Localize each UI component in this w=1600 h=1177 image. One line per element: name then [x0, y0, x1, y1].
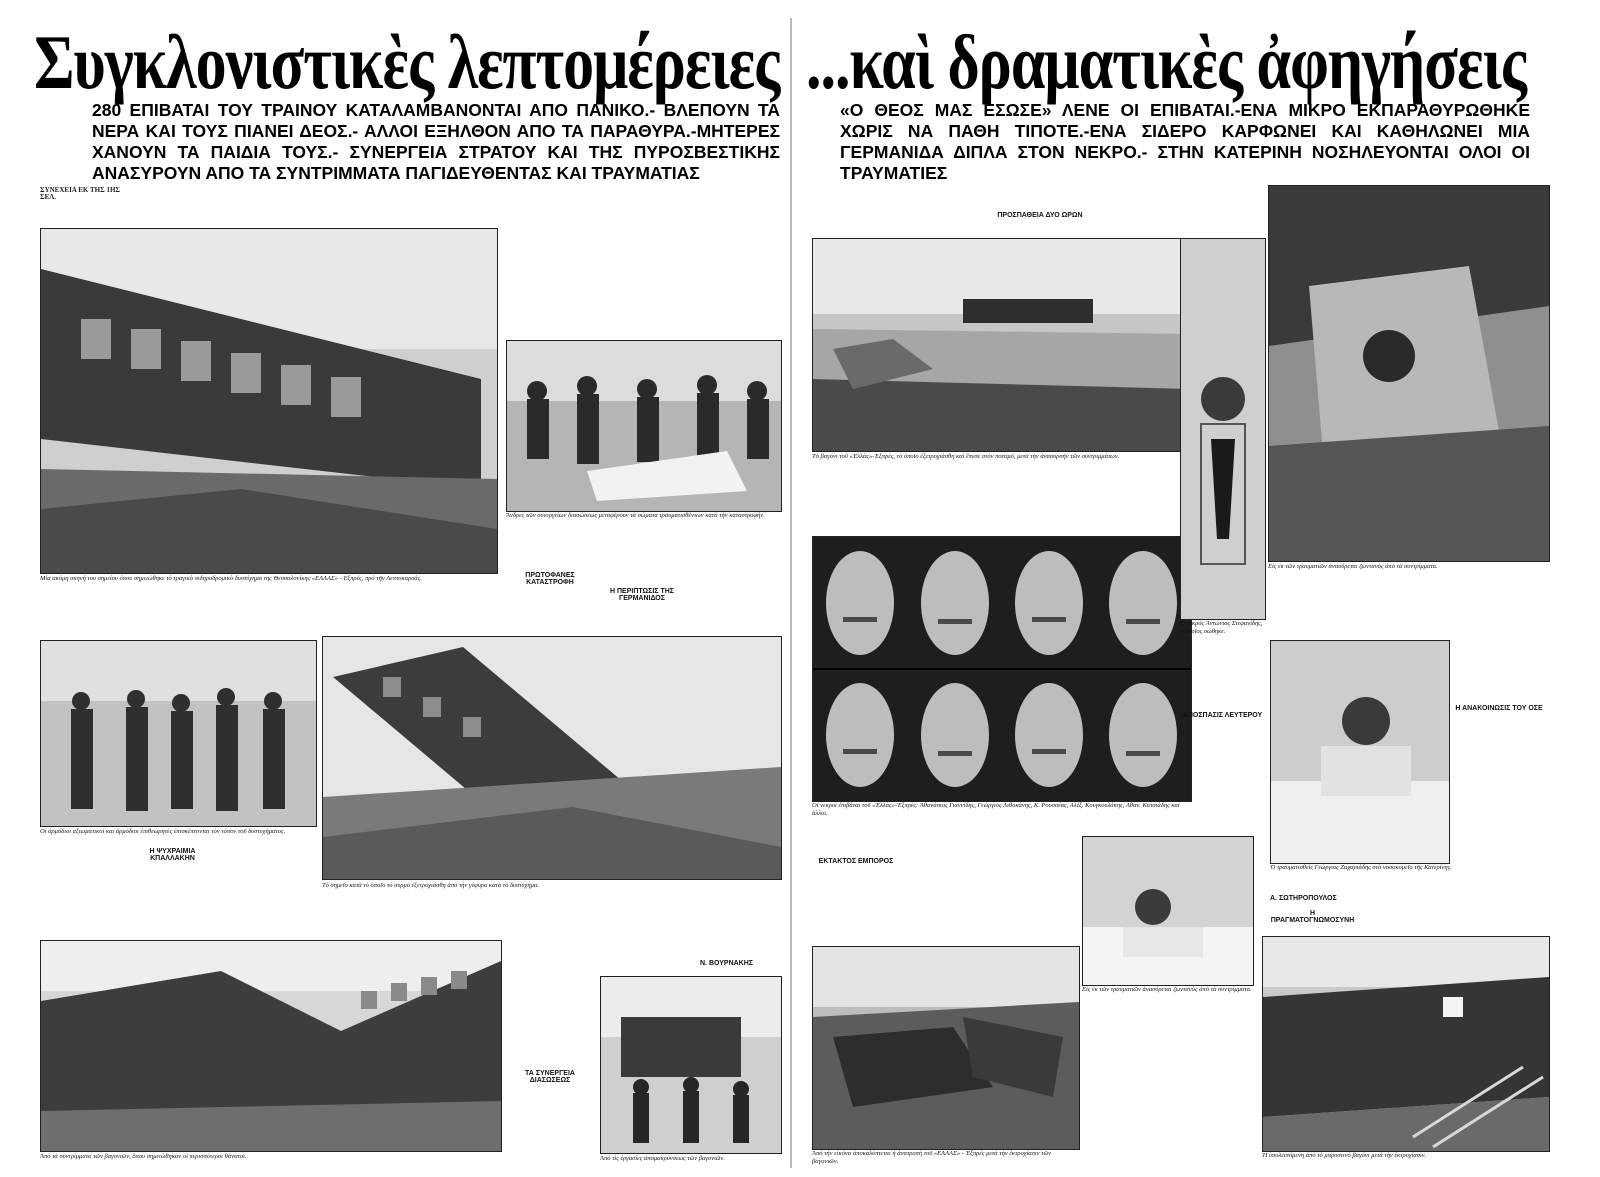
- victims-portraits-grid: [812, 536, 1192, 802]
- right-caption-6: Εἰς ἐκ τῶν τραυματιῶν ἀνασύρεται ζωντανὸς ἀπὸ τὰ συντρίμματα.: [1082, 986, 1252, 993]
- recovery-crew-photo: [600, 976, 782, 1154]
- left-caption-5: Ἀπὸ τὰ συντρίμματα τῶν βαγονιῶν, ὅπου σημειώθηκαν οἱ περισσότεροι θάνατοι.: [40, 1153, 247, 1160]
- right-article-col-22: [1450, 884, 1548, 934]
- left-headline: Συγκλονιστικὲς λεπτομέρειες: [34, 20, 780, 106]
- right-caption-1: Τὸ βαγόνι τοῦ «Ἑλλὰς»-Ἐξπρές, τὸ ὁποῖο ἐξετροχιάσθη καὶ ἔπεσε στὸν ποταμό, μετὰ τὴν ἀνασυρσὴν τῶν συντριμμάτων.: [812, 453, 1120, 460]
- rescued-child-photo: [1180, 238, 1266, 620]
- river-carriage-photo: [812, 238, 1192, 452]
- right-article-col-20: [1270, 884, 1355, 934]
- left-article-col-21: [412, 898, 500, 938]
- left-article-col-4: [300, 187, 390, 225]
- injured-man-hospital-photo: [1270, 640, 1450, 864]
- right-caption-7: Ὁ τραυματισθεὶς Γεώργιος Ζαχαριάδης στὸ νοσοκομεῖο τῆς Κατερίνης.: [1270, 864, 1452, 871]
- right-caption-4: Ὁ μικρὸς Ἀντώνιος Στεφανίδης, ὁ ὁποῖος σώθηκε.: [1180, 620, 1263, 635]
- center-gutter: [790, 18, 792, 1168]
- officials-photo: [40, 640, 317, 827]
- rescuers-photo: [506, 340, 782, 512]
- right-article-col-21: [1360, 884, 1445, 934]
- right-article-col-1: [812, 187, 900, 237]
- right-article-col-18: [1180, 640, 1265, 880]
- crash-site-wide-photo: [812, 946, 1080, 1150]
- right-article-col-5: [812, 472, 900, 534]
- derailed-carriage-photo: [322, 636, 782, 880]
- left-article-col-7: [598, 187, 686, 347]
- left-article-col-16: [412, 590, 497, 635]
- right-article-col-12: [1082, 1004, 1252, 1164]
- right-article-col-15: [1270, 582, 1355, 620]
- wreckage-photo: [40, 940, 502, 1152]
- trapped-passenger-photo: [1268, 185, 1550, 562]
- left-article-col-22: [506, 898, 594, 1163]
- left-subhead-2: Η ΠΕΡΙΠΤΩΣΙΣ ΤΗΣ ΓΕΡΜΑΝΙΔΟΣ: [610, 588, 674, 602]
- left-article-col-6: [506, 187, 594, 347]
- left-article-col-23: [690, 898, 780, 928]
- left-caption-3: Οἱ ἀρμόδιοι αξιωματικοί και ἁρμόδιοι ἐπιθεωρητὲς ἐπισκέπτονται τὸν τόπον τοῦ δυστυχήματος.: [40, 828, 286, 835]
- left-article-col-14: [220, 848, 315, 903]
- right-deck: «Ο ΘΕΟΣ ΜΑΣ ΕΣΩΣΕ» ΛΕΝΕ ΟΙ ΕΠΙΒΑΤΑΙ.-ΕΝΑ ΜΙΚΡΟ ΕΚΠΑΡΑΘΥΡΩΘΗΚΕ ΧΩΡΙΣ ΝΑ ΠΑΘΗ ΤΙΠΟΤΕ.-ΕΝΑ ΣΙΔΕΡΟ ΚΑΡΦΩΝΕΙ ΚΑΙ ΚΑΘΗΛΩΝΕΙ ΜΙΑ ΓΕΡΜΑΝΙΔΑ ΔΙΠΛΑ ΣΤΟΝ ΝΕΚΡΟ.- ΣΤΗΝ ΚΑΤΕΡΙΝΗ ΝΟΣΗΛΕΥΟΝΤΑΙ ΟΛΟΙ ΟΙ ΤΡΑΥΜΑΤΙΕΣ: [840, 100, 1530, 183]
- left-article-col-3: [210, 187, 292, 225]
- left-signature: Ν. ΒΟΥΡΝΑΚΗΣ: [700, 960, 754, 967]
- left-article-col-1: [40, 187, 120, 225]
- right-article-col-8: [1088, 472, 1178, 534]
- front-carriage-wreck-photo: [1262, 936, 1550, 1152]
- right-article-col-2: [904, 187, 992, 237]
- right-subhead-5: Η ΠΡΑΓΜΑΤΟΓΝΩΜΟΣΥΝΗ: [1270, 910, 1355, 924]
- right-article-col-7: [996, 472, 1084, 534]
- left-article-col-8: [690, 187, 780, 347]
- right-headline: ...καὶ δραματικὲς ἀφηγήσεις: [806, 20, 1526, 106]
- lead-label: ΣΥΝΕΧΕΙΑ ΕΚ ΤΗΣ 1ΗΣ ΣΕΛ.: [40, 187, 120, 202]
- left-caption-1: Μία ακόμη σκηνή του σημείου όπου σημειώθηκε τὸ τραγικὸ σιδηροδρομικὸ δυστύχημα της Θεσσαλονίκης «ΕΛΛΑΣ» - Εξπρές, πρὸ τῆν Λεπτοκαρυάς.: [40, 575, 422, 582]
- right-article-col-10: [904, 820, 992, 945]
- left-article-col-12: [40, 848, 125, 903]
- right-caption-5: Εἰς ἐκ τῶν τραυματιῶν ἀνασύρεται ζωντανὸς ἀπὸ τὰ συντρίμματα.: [1268, 563, 1438, 570]
- right-article-col-6: [904, 472, 992, 534]
- left-article-col-5: [396, 187, 496, 225]
- right-article-col-9: [812, 820, 900, 945]
- right-article-col-11: [996, 820, 1076, 945]
- right-article-col-13: [1180, 187, 1265, 237]
- right-caption-2: Οἱ νεκροὶ ἐπιβάται τοῦ «Ἑλλὰς»-Ἐξπρές: Ἀθανάσιος Γιαννίδης, Γεώργιος Λιθοκάνης, Κ. Ρουσσέας, Αλέξ. Κουγκουλάκης, Αθαν. Κατσιάδης καὶ ἄλλοι.: [812, 802, 1180, 817]
- left-article-col-15: [322, 590, 407, 635]
- left-subhead-1: ΠΡΩΤΟΦΑΝΕΣ ΚΑΤΑΣΤΡΟΦΗ: [525, 572, 575, 586]
- left-caption-4: Τὸ σημεῖο κατὰ τὸ ὁποῖο τὸ συρμὸ ἐξετροχιάσθη ἀπὸ τὴν γέφυρα κατὰ τὸ δυστύχημα.: [322, 882, 539, 889]
- left-article-col-11: [220, 590, 305, 638]
- left-subhead-3: Η ΨΥΧΡΑΙΜΙΑ ΚΠΑΛΛΑΚΗΝ: [149, 848, 196, 862]
- right-article-col-17: [1450, 582, 1548, 902]
- right-subhead-2: ΕΚΤΑΚΤΟΣ ΕΜΠΟΡΟΣ: [818, 858, 894, 865]
- right-subhead-1: ΠΡΟΣΠΑΘΕΙΑ ΔΥΟ ΩΡΩΝ: [997, 212, 1083, 219]
- left-deck: 280 ΕΠΙΒΑΤΑΙ ΤΟΥ ΤΡΑΙΝΟΥ ΚΑΤΑΛΑΜΒΑΝΟΝΤΑΙ ΑΠΟ ΠΑΝΙΚΟ.- ΒΛΕΠΟΥΝ ΤΑ ΝΕΡΑ ΚΑΙ ΤΟΥΣ ΠΙΑΝΕΙ ΔΕΟΣ.- ΑΛΛΟΙ ΕΞΗΛΘΟΝ ΑΠΟ ΤΑ ΠΑΡΑΘΥΡΑ.-ΜΗΤΕΡΕΣ ΧΑΝΟΥΝ ΤΑ ΠΑΙΔΙΑ ΤΟΥΣ.- ΣΥΝΕΡΓΕΙΑ ΣΤΡΑΤΟΥ ΚΑΙ ΤΗΣ ΠΥΡΟΣΒΕΣΤΙΚΗΣ ΑΝΑΣΥΡΟΥΝ ΑΠΟ ΤΑ ΣΥΝΤΡΙΜΜΑΤΑ ΠΑΓΙΔΕΥΘΕΝΤΑΣ ΚΑΙ ΤΡΑΥΜΑΤΙΑΣ: [92, 100, 780, 183]
- left-article-col-2: [124, 187, 206, 225]
- right-caption-8: Ἡ ὑπολειπόμενη ἀπὸ τὸ μπροστινὸ βαγόνι μετὰ τὴν ἐκτροχίασιν.: [1262, 1152, 1427, 1159]
- right-article-col-14: [1180, 582, 1265, 620]
- train-wreck-photo-1: [40, 228, 498, 574]
- right-subhead-4: ΑΠΟΣΠΑΣΙΣ ΛΕΥΤΕΡΟΥ: [1182, 712, 1263, 719]
- left-caption-2: Ἄνδρες τῶν συνεργείων διασώσεως μεταφέρουν τὰ σώματα τραυματισθέντων κατὰ τὴν καταστροφήν.: [506, 512, 765, 519]
- right-signature: Α. ΣΩΤΗΡΟΠΟΥΛΟΣ: [1270, 895, 1337, 902]
- left-article-col-19: [690, 530, 780, 640]
- right-article-col-19: [1180, 884, 1265, 934]
- right-caption-3: Ἀπὸ τὴν εἰκόνα ἀποκαλύπτεται ἡ ἀνατροπὴ τοῦ «ΕΛΛΑΣ» - Ἐξπρές μετὰ τὴν ἐκτροχίασιν τῶν βαγονιῶν.: [812, 1150, 1051, 1165]
- left-article-col-18: [598, 530, 686, 640]
- left-article-col-9: [40, 590, 125, 638]
- right-subhead-3: Η ΑΝΑΚΟΙΝΩΣΙΣ ΤΟΥ ΟΣΕ: [1455, 705, 1543, 712]
- right-article-col-4: [1088, 187, 1178, 237]
- left-caption-6: Ἀπὸ τὶς ἐργασίες ἀπομακρύνσεως τῶν βαγονιῶν.: [600, 1155, 725, 1162]
- left-article-col-10: [130, 590, 215, 638]
- left-article-col-20: [322, 898, 407, 938]
- left-subhead-4: ΤΑ ΣΥΝΕΡΓΕΙΑ ΔΙΑΣΩΣΕΩΣ: [525, 1070, 575, 1084]
